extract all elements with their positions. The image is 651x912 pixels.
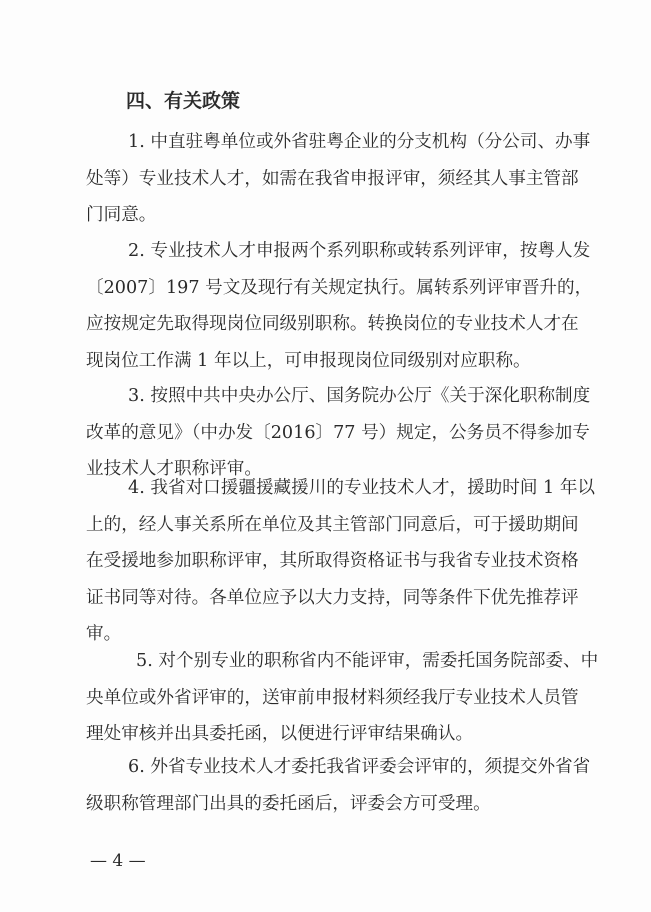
paragraph-line: 2. 专业技术人才申报两个系列职称或转系列评审，按粤人发 — [128, 241, 591, 261]
paragraph-line: 央单位或外省评审的，送审前申报材料须经我厅专业技术人员管 — [86, 687, 579, 708]
policy-paragraph-4 — [86, 470, 606, 653]
paragraph-line: 现岗位工作满 1 年以上，可申报现岗位同级别对应职称。 — [86, 350, 531, 371]
paragraph-line: 应按规定先取得现岗位同级别职称。转换岗位的专业技术人才在 — [86, 314, 579, 334]
paragraph-line: 〔2007〕197 号文及现行有关规定执行。属转系列评审晋升的， — [86, 277, 593, 298]
paragraph-line: 上的，经人事关系所在单位及其主管部门同意后，可于援助期间 — [86, 514, 579, 535]
paragraph-line: 理处审核并出具委托函，以便进行评审结果确认。 — [86, 724, 474, 744]
paragraph-line: 证书同等对待。各单位应予以大力支持，同等条件下优先推荐评 — [86, 587, 579, 608]
paragraph-line: 在受援地参加职称评审，其所取得资格证书与我省专业技术资格 — [86, 551, 579, 571]
policy-paragraph-6 — [86, 749, 606, 822]
paragraph-line: 5. 对个别专业的职称省内不能评审，需委托国务院部委、中 — [136, 651, 599, 671]
paragraph-line: 6. 外省专业技术人才委托我省评委会评审的，须提交外省省 — [128, 757, 591, 777]
paragraph-line: 业技术人才职称评审。 — [86, 459, 262, 479]
paragraph-line: 改革的意见》（中办发〔2016〕77 号）规定，公务员不得参加专 — [86, 422, 590, 443]
paragraph-line: 4. 我省对口援疆援藏援川的专业技术人才，援助时间 1 年以 — [128, 478, 596, 498]
paragraph-line: 1. 中直驻粤单位或外省驻粤企业的分支机构（分公司、办事 — [128, 132, 591, 152]
page-number: — 4 — — [90, 851, 146, 871]
policy-paragraph-2 — [86, 233, 606, 379]
paragraph-line: 处等）专业技术人才，如需在我省申报评审，须经其人事主管部 — [86, 168, 579, 189]
policy-paragraph-1 — [86, 124, 606, 234]
paragraph-line: 3. 按照中共中央办公厅、国务院办公厅《关于深化职称制度 — [128, 386, 591, 406]
paragraph-line: 审。 — [86, 624, 122, 644]
section-heading: 四、有关政策 — [126, 90, 241, 112]
policy-paragraph-5 — [86, 643, 606, 753]
paragraph-line: 门同意。 — [86, 205, 157, 225]
paragraph-line: 级职称管理部门出具的委托函后，评委会方可受理。 — [86, 793, 491, 814]
